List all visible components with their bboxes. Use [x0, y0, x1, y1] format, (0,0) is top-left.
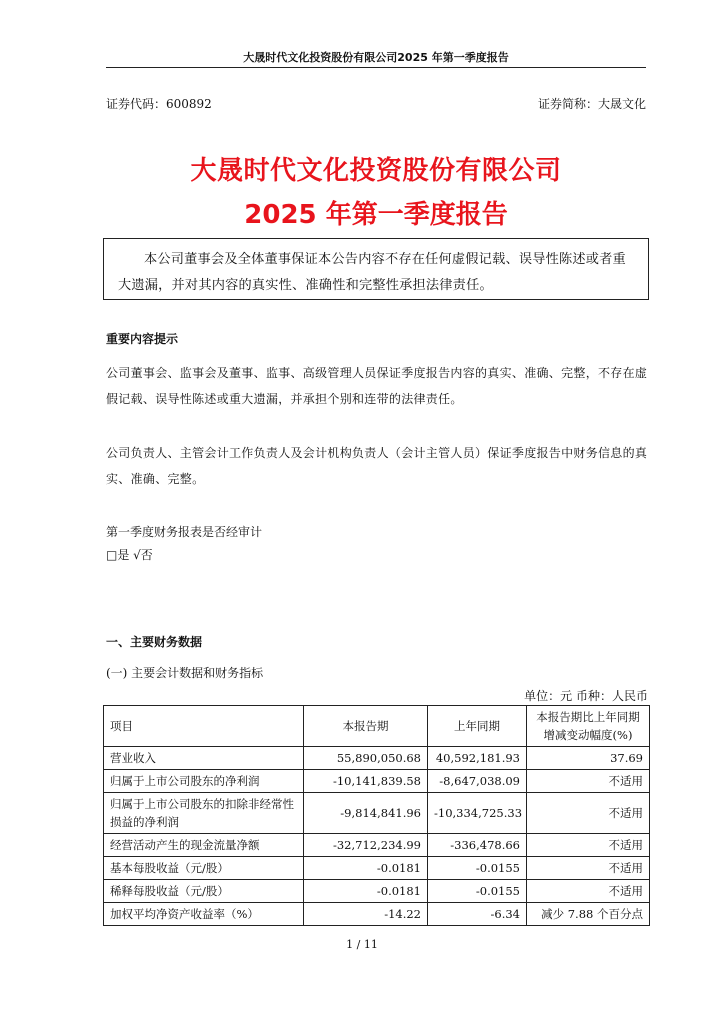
row-change: 不适用	[527, 834, 650, 857]
important-para-2	[106, 440, 648, 492]
row-current: -0.0181	[304, 857, 428, 880]
row-prior: -0.0155	[428, 857, 527, 880]
table-row	[104, 857, 650, 880]
report-title: 2025 年第一季度报告	[244, 200, 508, 230]
notice-box	[103, 238, 649, 300]
page-number: 1 / 11	[346, 938, 378, 951]
row-change: 不适用	[527, 770, 650, 793]
header-change: 本报告期比上年同期增减变动幅度(%)	[527, 706, 650, 747]
row-change: 不适用	[527, 880, 650, 903]
header-divider	[106, 67, 646, 68]
important-para-1-text: 公司董事会、监事会及董事、监事、高级管理人员保证季度报告内容的真实、准确、完整，不存在虚假记载、误导性陈述或重大遗漏，并承担个别和连带的法律责任。	[106, 366, 648, 406]
section-heading: 一、主要财务数据	[106, 635, 203, 649]
subsection-heading: (一) 主要会计数据和财务指标	[106, 666, 264, 680]
table-row	[104, 793, 650, 834]
header-item: 项目	[104, 706, 304, 747]
audit-question: 第一季度财务报表是否经审计	[106, 525, 263, 539]
audit-answer: □是 √否	[106, 548, 153, 562]
row-label: 营业收入	[104, 747, 304, 770]
row-current: -0.0181	[304, 880, 428, 903]
stock-short-name: 证券简称：大晟文化	[537, 97, 646, 111]
row-prior: -10,334,725.33	[428, 793, 527, 834]
row-current: -9,814,841.96	[304, 793, 428, 834]
table-row	[104, 880, 650, 903]
header-current: 本报告期	[304, 706, 428, 747]
important-para-1	[106, 360, 648, 412]
row-label: 稀释每股收益（元/股）	[104, 880, 304, 903]
row-prior: -6.34	[428, 903, 527, 926]
row-label: 归属于上市公司股东的扣除非经常性损益的净利润	[104, 793, 304, 834]
unit-currency: 单位：元 币种：人民币	[524, 689, 648, 703]
table-row	[104, 747, 650, 770]
row-change: 不适用	[527, 793, 650, 834]
stock-code: 证券代码：600892	[106, 97, 212, 111]
row-current: 55,890,050.68	[304, 747, 428, 770]
important-heading: 重要内容提示	[106, 332, 179, 346]
row-prior: 40,592,181.93	[428, 747, 527, 770]
row-current: -32,712,234.99	[304, 834, 428, 857]
important-para-2-text: 公司负责人、主管会计工作负责人及会计机构负责人（会计主管人员）保证季度报告中财务信息的真实、准确、完整。	[106, 446, 648, 486]
row-prior: -336,478.66	[428, 834, 527, 857]
company-title: 大晟时代文化投资股份有限公司	[190, 156, 562, 186]
table-header-row	[104, 706, 650, 747]
row-label: 归属于上市公司股东的净利润	[104, 770, 304, 793]
table-row	[104, 770, 650, 793]
row-change: 37.69	[527, 747, 650, 770]
row-current: -14.22	[304, 903, 428, 926]
table-row	[104, 903, 650, 926]
row-label: 加权平均净资产收益率（%）	[104, 903, 304, 926]
row-current: -10,141,839.58	[304, 770, 428, 793]
table-row	[104, 834, 650, 857]
row-prior: -8,647,038.09	[428, 770, 527, 793]
row-prior: -0.0155	[428, 880, 527, 903]
header-prior: 上年同期	[428, 706, 527, 747]
row-change: 不适用	[527, 857, 650, 880]
financial-table	[103, 705, 650, 926]
notice-text: 本公司董事会及全体董事保证本公告内容不存在任何虚假记载、误导性陈述或者重大遗漏，并对其内容的真实性、准确性和完整性承担法律责任。	[118, 252, 626, 293]
row-label: 经营活动产生的现金流量净额	[104, 834, 304, 857]
row-label: 基本每股收益（元/股）	[104, 857, 304, 880]
running-header: 大晟时代文化投资股份有限公司2025 年第一季度报告	[243, 51, 509, 64]
row-change: 减少 7.88 个百分点	[527, 903, 650, 926]
